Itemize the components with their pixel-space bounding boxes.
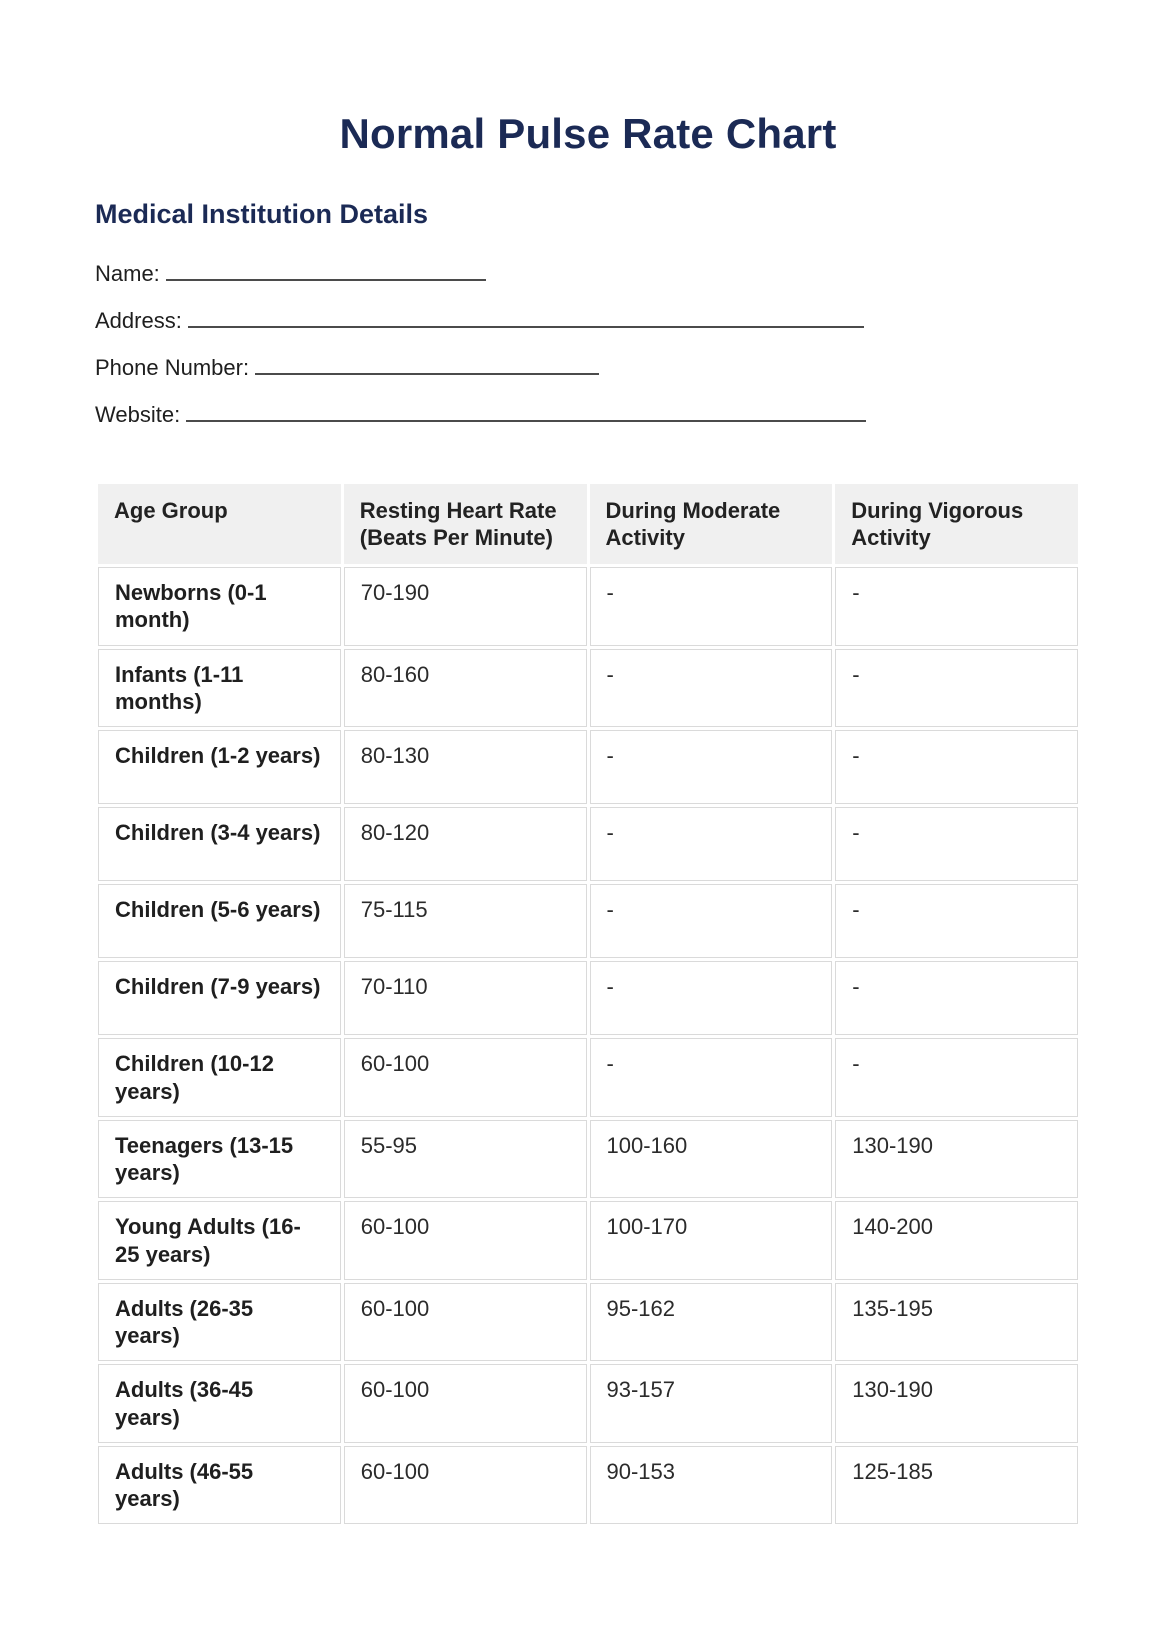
vigorous-activity-cell: 130-190: [835, 1120, 1078, 1199]
vigorous-activity-cell: -: [835, 567, 1078, 646]
resting-rate-cell: 60-100: [344, 1283, 587, 1362]
phone-blank-line: [255, 353, 599, 375]
moderate-activity-cell: -: [590, 961, 833, 1035]
table-row: [98, 1120, 1078, 1199]
moderate-activity-cell: 93-157: [590, 1364, 833, 1443]
moderate-activity-cell: 100-170: [590, 1201, 833, 1280]
institution-fields: [95, 259, 1081, 429]
name-label: Name:: [95, 260, 160, 286]
page-content: [0, 198, 1176, 1527]
age-group-cell: Adults (46-55 years): [98, 1446, 341, 1525]
address-blank-line: [188, 306, 864, 328]
pulse-rate-table: [95, 481, 1081, 1528]
website-blank-line: [186, 400, 866, 422]
page-title: Normal Pulse Rate Chart: [339, 110, 837, 157]
col-header-moderate-activity: During Moderate Activity: [590, 484, 833, 565]
table-row: [98, 807, 1078, 881]
table-row: [98, 961, 1078, 1035]
website-label: Website:: [95, 401, 181, 427]
resting-rate-cell: 60-100: [344, 1364, 587, 1443]
resting-rate-cell: 60-100: [344, 1038, 587, 1117]
age-group-cell: Children (3-4 years): [98, 807, 341, 881]
resting-rate-cell: 80-160: [344, 649, 587, 728]
table-row: [98, 1283, 1078, 1362]
col-header-resting-heart-rate: Resting Heart Rate (Beats Per Minute): [344, 484, 587, 565]
moderate-activity-cell: -: [590, 807, 833, 881]
vigorous-activity-cell: -: [835, 884, 1078, 958]
section-heading: Medical Institution Details: [95, 199, 429, 230]
table-row: [98, 567, 1078, 646]
phone-field-row: [95, 353, 1081, 382]
moderate-activity-cell: -: [590, 884, 833, 958]
moderate-activity-cell: 95-162: [590, 1283, 833, 1362]
vigorous-activity-cell: -: [835, 649, 1078, 728]
address-label: Address:: [95, 307, 182, 333]
age-group-cell: Children (1-2 years): [98, 730, 341, 804]
age-group-cell: Newborns (0-1 month): [98, 567, 341, 646]
moderate-activity-cell: -: [590, 1038, 833, 1117]
website-field-row: [95, 400, 1081, 429]
vigorous-activity-cell: 125-185: [835, 1446, 1078, 1525]
col-header-age-group: Age Group: [98, 484, 341, 565]
table-header-row: [98, 484, 1078, 565]
address-field-row: [95, 306, 1081, 335]
pulse-rate-table-wrap: [95, 481, 1081, 1528]
age-group-cell: Adults (36-45 years): [98, 1364, 341, 1443]
age-group-cell: Infants (1-11 months): [98, 649, 341, 728]
col-header-vigorous-activity: During Vigorous Activity: [835, 484, 1078, 565]
moderate-activity-cell: 90-153: [590, 1446, 833, 1525]
age-group-cell: Children (5-6 years): [98, 884, 341, 958]
table-row: [98, 1038, 1078, 1117]
age-group-cell: Teenagers (13-15 years): [98, 1120, 341, 1199]
vigorous-activity-cell: 130-190: [835, 1364, 1078, 1443]
vigorous-activity-cell: -: [835, 730, 1078, 804]
moderate-activity-cell: -: [590, 567, 833, 646]
moderate-activity-cell: -: [590, 649, 833, 728]
moderate-activity-cell: 100-160: [590, 1120, 833, 1199]
name-blank-line: [166, 259, 486, 281]
age-group-cell: Adults (26-35 years): [98, 1283, 341, 1362]
table-row: [98, 1201, 1078, 1280]
resting-rate-cell: 80-130: [344, 730, 587, 804]
age-group-cell: Children (7-9 years): [98, 961, 341, 1035]
age-group-cell: Children (10-12 years): [98, 1038, 341, 1117]
table-row: [98, 1364, 1078, 1443]
table-row: [98, 884, 1078, 958]
resting-rate-cell: 75-115: [344, 884, 587, 958]
vigorous-activity-cell: 135-195: [835, 1283, 1078, 1362]
age-group-cell: Young Adults (16-25 years): [98, 1201, 341, 1280]
name-field-row: [95, 259, 1081, 288]
table-row: [98, 1446, 1078, 1525]
table-row: [98, 730, 1078, 804]
moderate-activity-cell: -: [590, 730, 833, 804]
table-row: [98, 649, 1078, 728]
resting-rate-cell: 60-100: [344, 1201, 587, 1280]
resting-rate-cell: 70-190: [344, 567, 587, 646]
vigorous-activity-cell: -: [835, 1038, 1078, 1117]
vigorous-activity-cell: -: [835, 961, 1078, 1035]
vigorous-activity-cell: -: [835, 807, 1078, 881]
resting-rate-cell: 70-110: [344, 961, 587, 1035]
resting-rate-cell: 80-120: [344, 807, 587, 881]
resting-rate-cell: 60-100: [344, 1446, 587, 1525]
vigorous-activity-cell: 140-200: [835, 1201, 1078, 1280]
phone-label: Phone Number:: [95, 354, 250, 380]
resting-rate-cell: 55-95: [344, 1120, 587, 1199]
